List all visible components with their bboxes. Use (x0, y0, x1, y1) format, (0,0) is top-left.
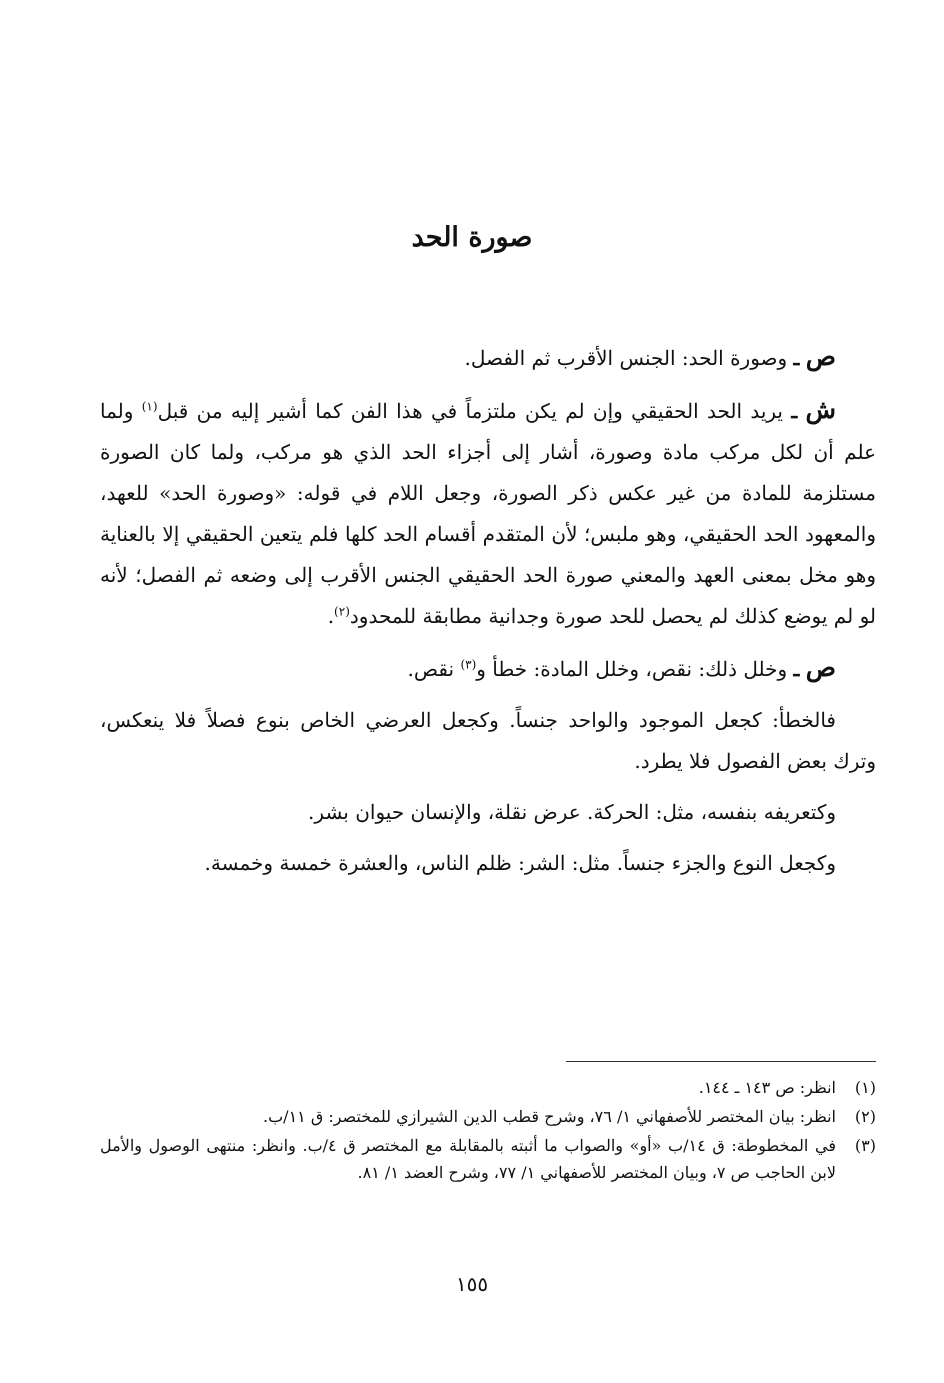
paragraph-text: وخلل ذلك: نقص، وخلل المادة: خطأ و (476, 657, 788, 681)
footnote-ref-1[interactable]: (١) (141, 399, 158, 414)
footnote-text: انظر: ص ١٤٣ ـ ١٤٤. (698, 1078, 836, 1097)
footnote-number: (٢) (854, 1107, 876, 1126)
footnote-text: انظر: بيان المختصر للأصفهاني ١/ ٧٦، وشرح قطب الدين الشيرازي للمختصر: ق ١١/ب. (263, 1107, 836, 1126)
shin-marker: ش (805, 395, 837, 424)
paragraph-sharh-1 (100, 389, 876, 637)
paragraph-text: يريد الحد الحقيقي وإن لم يكن ملتزماً في هذا الفن كما أشير إليه من قبل (157, 399, 783, 423)
footnote-1 (100, 1074, 876, 1101)
marker-dash: ـ (793, 346, 800, 370)
marker-dash: ـ (793, 657, 800, 681)
marker-dash: ـ (791, 399, 798, 423)
paragraph-6: وكجعل النوع والجزء جنساً. مثل: الشر: ظلم الناس، والعشرة خمسة وخمسة. (204, 851, 836, 875)
paragraph-4: فالخطأ: كجعل الموجود والواحد جنساً. وكجعل العرضي الخاص بنوع فصلاً فلا ينعكس، وترك بعض الفصول فلا يطرد. (100, 708, 876, 773)
footnote-text: في المخطوطة: ق ١٤/ب «أو» والصواب ما أثبته بالمقابلة مع المختصر ق ٤/ب. وانظر: منتهى الوصول والأمل لابن الحاجب ص ٧، وبيان المختصر للأصفهاني ١/ ٧٧، وشرح العضد ١/ ٨١. (100, 1136, 836, 1182)
footnote-divider (566, 1061, 876, 1062)
footnote-2 (100, 1103, 876, 1130)
paragraph-5: وكتعريفه بنفسه، مثل: الحركة. عرض نقلة، والإنسان حيوان بشر. (308, 800, 836, 824)
paragraph-text: ولما علم أن لكل مركب مادة وصورة، أشار إلى أجزاء الحد الذي هو مركب، ولما كان الصورة مستلزمة للمادة من غير عكس ذكر الصورة، وجعل اللام في قوله: «وصورة الحد» للعهد، والمعهود الحد الحقيقي، وهو ملبس؛ لأن المتقدم أقسام الحد كلها فلم يتعين الحقيقي إلا بالعناية وهو مخل بمعنى العهد والمعني صورة الحد الحقيقي الجنس الأقرب إلى وضعه ثم الفصل؛ لأنه لو لم يوضع كذلك لم يحصل للحد صورة وجدانية مطابقة للمحدود (100, 399, 876, 628)
paragraph-text: . (327, 604, 335, 628)
sad-marker: ص (805, 653, 836, 682)
footnote-ref-2[interactable]: (٢) (334, 604, 350, 619)
footnote-number: (١) (854, 1078, 876, 1097)
page-title: صورة الحد (411, 222, 533, 253)
footnote-number: (٣) (854, 1136, 876, 1155)
page-number: ١٥٥ (455, 1272, 489, 1296)
footnote-3 (100, 1132, 876, 1186)
paragraph-text: نقص. (407, 657, 461, 681)
sad-marker: ص (805, 342, 836, 371)
footnotes (100, 1074, 876, 1188)
main-text (100, 336, 876, 894)
paragraph-matn-1 (100, 336, 876, 379)
paragraph-matn-2 (100, 647, 876, 690)
footnote-ref-3[interactable]: (٣) (460, 657, 477, 672)
paragraph-text: وصورة الحد: الجنس الأقرب ثم الفصل. (464, 346, 788, 370)
